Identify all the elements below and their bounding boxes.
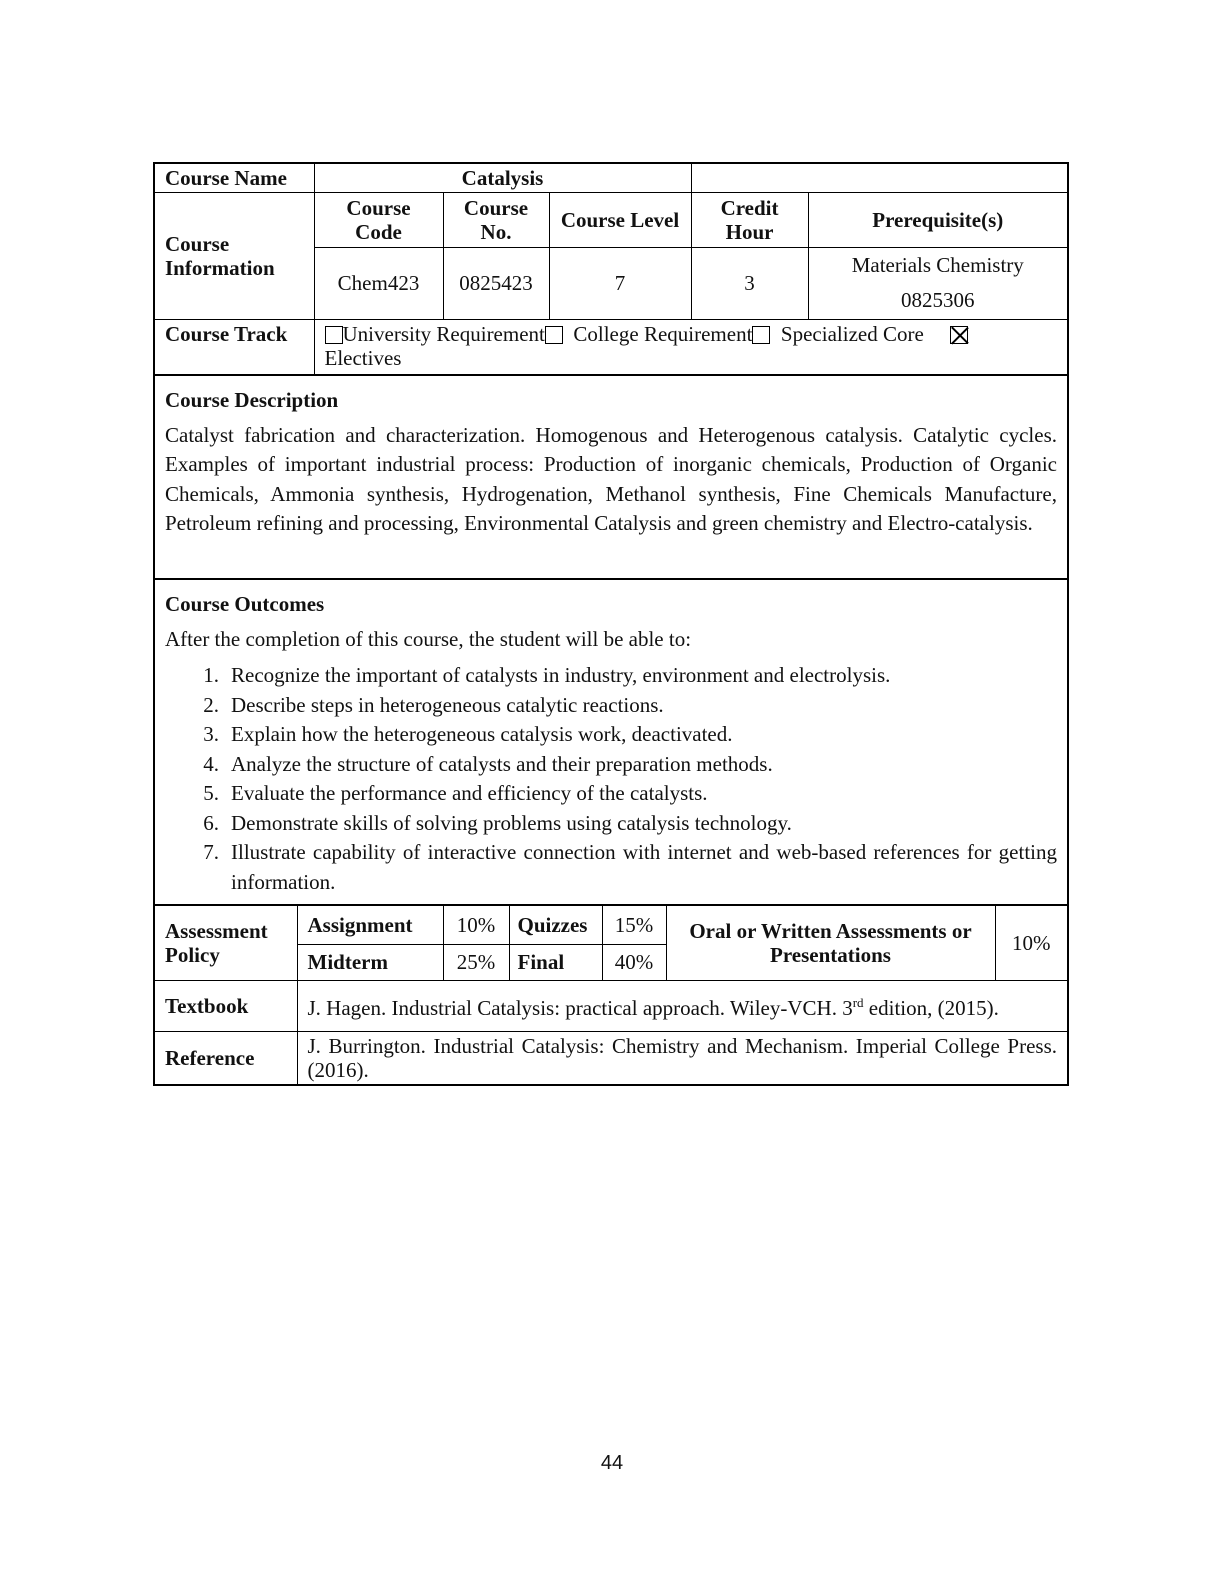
prerequisite-code: 0825306 [901,288,975,312]
value-course-level: 7 [549,247,691,319]
list-text: Recognize the important of catalysts in industry, environment and electrolysis. [231,663,891,687]
assessment-policy-label: Assessment Policy [155,906,297,980]
list-number: 4. [203,751,219,776]
list-text: Illustrate capability of interactive connection with internet and web-based references for getting information. [231,840,1057,894]
list-item [165,720,1057,750]
course-outcomes-list [165,661,1057,897]
list-number: 1. [203,663,219,687]
textbook-value [297,980,1067,1031]
list-text: Explain how the heterogeneous catalysis work, deactivated. [231,722,733,746]
course-information-label: Course Information [155,192,314,319]
reference-label: Reference [155,1031,297,1084]
header-credit-hour: Credit Hour [691,192,808,247]
course-description-title: Course Description [165,388,339,412]
specialized-core-checkbox[interactable] [752,326,770,344]
course-info-table [155,164,1067,374]
course-track-label: Course Track [155,319,314,374]
course-outcomes-title: Course Outcomes [165,592,325,616]
college-requirement-label: College Requirement [573,321,753,346]
midterm-value: 25% [443,944,509,980]
textbook-superscript: rd [852,995,864,1010]
textbook-label: Textbook [155,980,297,1031]
list-text: Analyze the structure of catalysts and their preparation methods. [231,751,773,776]
list-number: 5. [203,781,219,805]
course-track-options [314,319,1067,374]
assessment-table [155,906,1067,1084]
value-prerequisites [808,247,1067,319]
course-description-section [153,374,1069,578]
list-text: Describe steps in heterogeneous catalytic reactions. [231,692,664,717]
list-item [165,838,1057,897]
course-name-label: Course Name [155,164,314,192]
course-name-value: Catalysis [314,164,691,192]
value-course-code: Chem423 [314,247,443,319]
course-description-text: Catalyst fabrication and characterization. Homogenous and Heterogenous catalysis. Catalytic cycles. Examples of important industrial process: Production of inorganic chemicals, Production of Organic Chemicals, Ammonia synthesis, Hydrogenation, Methanol synthesis, Fine Chemicals Manufacture, Petroleum refining and processing, Environmental Catalysis and green chemistry and Electro-catalysis. [165,422,1057,535]
header-course-level: Course Level [549,192,691,247]
textbook-text-end: edition, (2015). [863,996,999,1020]
value-course-no: 0825423 [443,247,549,319]
quizzes-label: Quizzes [509,906,602,944]
assignment-label: Assignment [297,906,443,944]
list-number: 6. [203,810,219,835]
electives-checkbox-checked[interactable] [950,326,968,344]
textbook-text: J. Hagen. Industrial Catalysis: practical approach. Wiley-VCH. 3 [307,996,853,1020]
quizzes-value: 15% [602,906,666,944]
final-value: 40% [602,944,666,980]
list-item [165,779,1057,809]
list-text: Evaluate the performance and efficiency of the catalysts. [231,781,708,805]
specialized-core-label: Specialized Core [780,321,924,346]
final-label: Final [509,944,602,980]
list-number: 3. [203,722,219,746]
list-number: 7. [203,840,219,864]
midterm-label: Midterm [297,944,443,980]
page-number: 44 [600,1452,624,1474]
list-number: 2. [203,692,219,717]
header-course-code: Course Code [314,192,443,247]
oral-written-value: 10% [995,906,1067,980]
course-outcomes-section [153,578,1069,904]
prerequisite-name: Materials Chemistry [851,253,1024,277]
list-item [165,809,1057,839]
electives-label: Electives [324,345,402,370]
list-item [165,661,1057,691]
reference-value: J. Burrington. Industrial Catalysis: Chemistry and Mechanism. Imperial College Press. (2016). [297,1031,1067,1084]
university-requirement-label: University Requirement [342,321,545,346]
value-credit-hour: 3 [691,247,808,319]
assignment-value: 10% [443,906,509,944]
college-requirement-checkbox[interactable] [545,326,563,344]
list-text: Demonstrate skills of solving problems using catalysis technology. [231,810,792,835]
course-info-box [153,162,1069,374]
header-course-no: Course No. [443,192,549,247]
course-specification [153,162,1069,1086]
list-item [165,750,1057,780]
header-prerequisites: Prerequisite(s) [808,192,1067,247]
assessment-box [153,904,1069,1086]
course-outcomes-intro: After the completion of this course, the student will be able to: [165,626,692,651]
course-name-empty-cell [691,164,1067,192]
oral-written-label: Oral or Written Assessments or Presentations [666,906,995,980]
university-requirement-checkbox[interactable] [325,326,343,344]
list-item [165,691,1057,721]
